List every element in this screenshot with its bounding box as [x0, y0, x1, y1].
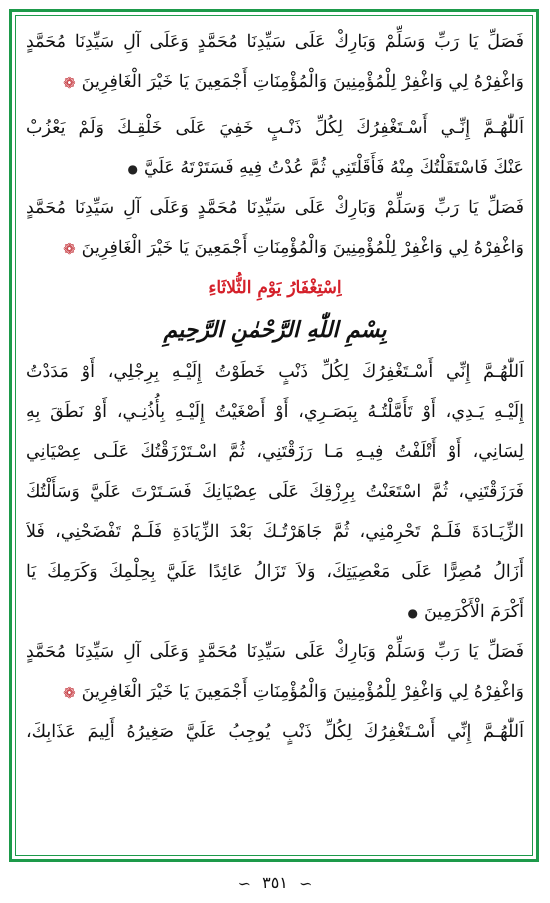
dot-ornament-icon: ●	[127, 161, 139, 176]
flower-ornament-icon: ❁	[63, 239, 76, 258]
flower-ornament-icon: ❁	[63, 683, 76, 702]
text-line: وَاغْفِرْهُ لِي وَاغْفِرْ لِلْمُؤْمِنِينَ وَالْمُؤْمِنَاتِ أَجْمَعِينَ يَا خَيْرَ الْغَافِرِينَ❁	[26, 228, 524, 268]
text-line: الزِّيَـادَةَ فَلَـمْ تَحْرِمْنِي، ثُمَّ جَاهَرْتُـكَ بَعْدَ الزِّيَادَةِ فَلَـمْ تَفْضَحْنِي، فَلاَ	[26, 522, 524, 542]
text-line: أَكْرَمَ الْأَكْرَمِينَ●	[26, 592, 524, 632]
text-line: فَرَزَقْتَنِي، ثُمَّ اسْتَعَنْتُ بِرِزْقِكَ عَلَى عِصْيَانِكَ فَسَـتَرْتَ عَلَيَّ وَسَأَلْتُكَ	[26, 482, 524, 502]
text-line: أَزَالُ مُصِرًّا عَلَى مَعْصِيَتِكَ، وَلاَ تَزَالُ عَائِدًا عَلَيَّ بِحِلْمِكَ وَكَرَمِكَ يَا	[26, 562, 524, 582]
text-line: فَصَلِّ يَا رَبِّ وَسَلِّمْ وَبَارِكْ عَلَى سَيِّدِنَا مُحَمَّدٍ وَعَلَى آلِ سَيِّدِنَا مُحَمَّدٍ	[26, 198, 524, 218]
page-content	[26, 22, 524, 852]
page-number: ٣٥١	[262, 873, 288, 892]
text-line: عَنْكَ فَاسْتَقَلْتُكَ مِنْهُ فَأَقَلْتَنِي ثُمَّ عُدْتُ فِيهِ فَسَتَرْتَهُ عَلَيَّ●	[26, 148, 524, 188]
text-line: لِسَانِي، أَوْ أَتْلَفْتُ فِيـهِ مَـا رَزَقْتَنِي، ثُمَّ اسْـتَرْزَقْتُكَ عَلَـى عِصْيَانِي	[26, 442, 524, 462]
swirl-ornament-icon: ∽	[298, 873, 313, 893]
section-heading: اِسْتِغْفَارُ يَوْمِ الثُّلاثَاءِ	[208, 278, 342, 298]
page-footer	[0, 868, 550, 898]
text-line: اَللّٰهُـمَّ إِنِّي أَسْـتَغْفِرُكَ لِكُلِّ ذَنْبٍ يُوجِبُ عَلَيَّ صَغِيرُهُ أَلِيمَ عَذَابِكَ،	[26, 722, 524, 742]
text-line: اَللّٰهُـمَّ إِنِّي أَسْـتَغْفِرُكَ لِكُلِّ ذَنْبٍ خَطَوْتُ إِلَيْـهِ بِرِجْلِي، أَوْ مَدَدْتُ	[26, 362, 524, 382]
basmala-calligraphy: بِسْمِ اللّٰهِ الرَّحْمٰنِ الرَّحِيمِ	[163, 317, 387, 343]
swirl-ornament-icon: ∽	[237, 873, 252, 893]
text-line: اَللّٰهُـمَّ إِنِّـي أَسْـتَغْفِرُكَ لِكُلِّ ذَنْـبٍ خَفِيَ عَلَى خَلْقِـكَ وَلَمْ يَعْزُبْ	[26, 118, 524, 138]
text-line: فَصَلِّ يَا رَبِّ وَسَلِّمْ وَبَارِكْ عَلَى سَيِّدِنَا مُحَمَّدٍ وَعَلَى آلِ سَيِّدِنَا مُحَمَّدٍ	[26, 32, 524, 52]
flower-ornament-icon: ❁	[63, 73, 76, 92]
text-line: وَاغْفِرْهُ لِي وَاغْفِرْ لِلْمُؤْمِنِينَ وَالْمُؤْمِنَاتِ أَجْمَعِينَ يَا خَيْرَ الْغَافِرِينَ❁	[26, 62, 524, 102]
text-line: فَصَلِّ يَا رَبِّ وَسَلِّمْ وَبَارِكْ عَلَى سَيِّدِنَا مُحَمَّدٍ وَعَلَى آلِ سَيِّدِنَا مُحَمَّدٍ	[26, 642, 524, 662]
text-line: إِلَيْـهِ يَـدِي، أَوْ تَأَمَّلْتُـهُ بِبَصَـرِي، أَوْ أَصْغَيْتُ إِلَيْـهِ بِأُذُنِـي، أَوْ نَطَقَ بِهِ	[26, 402, 524, 422]
dot-ornament-icon: ●	[407, 605, 418, 620]
text-line: وَاغْفِرْهُ لِي وَاغْفِرْ لِلْمُؤْمِنِينَ وَالْمُؤْمِنَاتِ أَجْمَعِينَ يَا خَيْرَ الْغَافِرِينَ❁	[26, 672, 524, 712]
